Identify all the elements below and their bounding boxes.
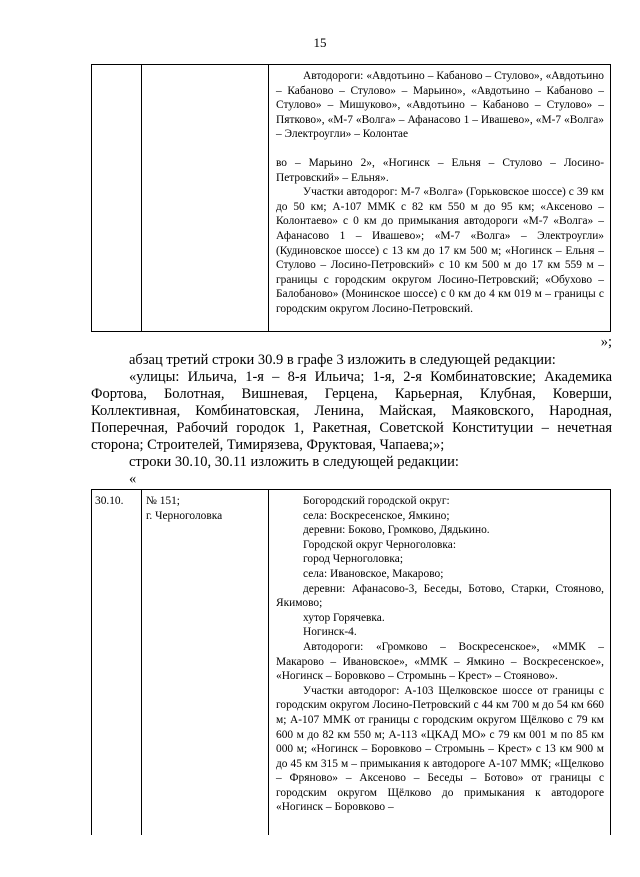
desc-line: села: Воскресенское, Ямкино; [303, 509, 450, 522]
closing-quote: »; [600, 334, 612, 350]
desc-line: села: Ивановское, Макарово; [303, 567, 444, 580]
desc-line: деревни: Афанасово-3, Беседы, Ботово, Старки, Стояново, Якимово; [276, 582, 604, 610]
district-description-cell [269, 490, 610, 835]
desc-line: Автодороги: «Громково – Воскресенское», «ММК – Макарово – Ивановское», «ММК – Ямкино – Воскресенское», «Ногинск – Боровково – Стромынь – Крест» – Стояново». [276, 640, 604, 683]
table-rows-30-10 [91, 489, 611, 835]
amendment-paragraph-1: абзац третий строки 30.9 в графе 3 изложить в следующей редакции: [129, 352, 556, 368]
district-cell [142, 490, 269, 835]
desc-line: деревни: Боково, Громково, Дядькино. [303, 524, 490, 537]
table-cell-description [269, 65, 610, 331]
desc-line: хутор Горячевка. [303, 611, 385, 624]
district-city: г. Черноголовка [146, 509, 223, 522]
row-number-cell: 30.10. [92, 490, 142, 835]
desc-line: город Черноголовка; [303, 553, 404, 566]
roads-paragraph: Автодороги: «Авдотьино – Кабаново – Стулово», «Авдотьино – Кабаново – Стулово» – Марьино», «Авдотьино – Кабаново – Стулово» – Мишуково», «Авдотьино – Кабаново – Стулово» – Пятково», «М-7 «Волга» – Афанасово 1 – Ивашево», «М-7 «Волга» – Электроугли» – Колонтае [276, 70, 604, 141]
table-top-continuation [91, 64, 611, 332]
amendment-paragraph-2: «улицы: Ильича, 1-я – 8-я Ильича; 1-я, 2-я Комбинатовские; Академика Фортова, Болотная, Вишневая, Герцена, Карьерная, Клубная, Коверши, Коллективная, Комбинатовская, Ленина, Майская, Маяковского, Народная, Поперечная, Рабочий городок 1, Ракетная, Советской Конституции – нечетная сторона; Строителей, Тимирязева, Фруктовая, Чапаева;»; [91, 369, 612, 453]
desc-line: Городской округ Черноголовка: [303, 538, 456, 551]
roads-paragraph-cont: во – Марьино 2», «Ногинск – Ельня – Стулово – Лосино-Петровский» – Ельня». [276, 156, 604, 184]
table-cell-district [142, 65, 269, 331]
district-number: № 151; [146, 495, 180, 507]
desc-line: Богородский городской округ: [303, 495, 450, 507]
amendment-paragraph-3: строки 30.10, 30.11 изложить в следующей редакции: [129, 454, 459, 470]
desc-line: Участки автодорог: А-103 Щелковское шоссе от границы с городским округом Лосино-Петровский с 44 км 700 м до 54 км 660 м; А-107 ММК от границы с городским округом Щёлково с 79 км 600 м до 82 км 550 м; А-113 «ЦКАД МО» с 79 км 001 м по 85 км 000 м; «Ногинск – Боровково – Стромынь – Крест» с 13 км 900 м до 45 км 315 м – примыкания к автодороге А-107 ММК; «Щелково – Фряново» – Аксеново – Беседы – Ботово» от границы с городским округом Щёлково до примыкания к автодороге «Ногинск – Боровково – [276, 684, 604, 814]
table-cell-number [92, 65, 142, 331]
open-quote: « [129, 471, 137, 487]
amendment-text [91, 352, 612, 488]
desc-line: Ногинск-4. [303, 626, 357, 639]
road-sections-paragraph: Участки автодорог: М-7 «Волга» (Горьковское шоссе) с 39 км до 50 км; А-107 ММК с 82 км 550 м до 95 км; «Аксеново – Колонтаево» с 0 км до примыкания автодороги «М-7 «Волга» – Афанасово 1 – Ивашево»; «М-7 «Волга» – Электроугли» (Кудиновское шоссе) с 13 км до 17 км 500 м; «Ногинск – Ельня – Стулово – Лосино-Петровский» с 10 км 500 м до 17 км 559 м – границы с городским округом Лосино-Петровский; «Обухово – Балобаново» (Монинское шоссе) с 0 км до 4 км 019 м – границы с городским округом Лосино-Петровский. [276, 186, 604, 315]
page-number: 15 [313, 35, 327, 50]
